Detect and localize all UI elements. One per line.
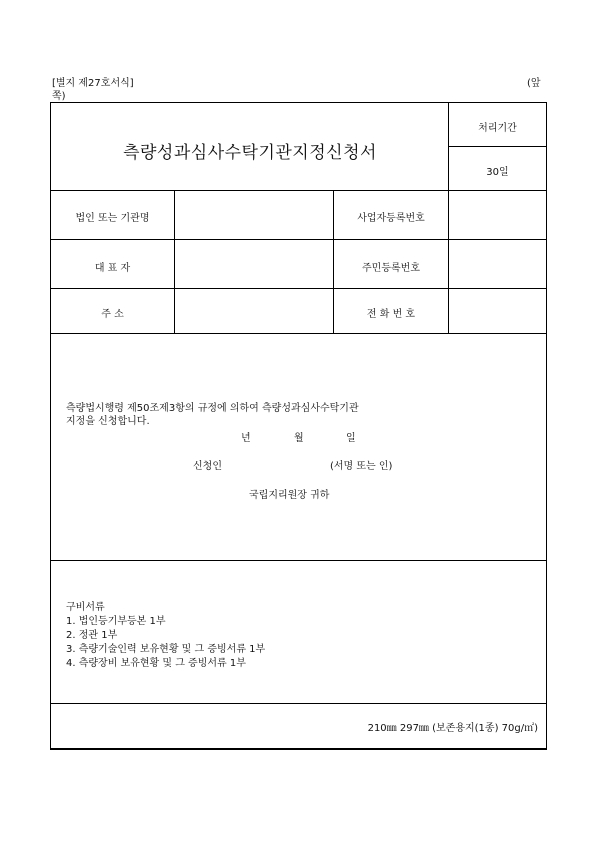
- applicant-label: 신청인: [193, 461, 222, 472]
- processing-period-value: 30일: [486, 167, 509, 178]
- row-divider: [50, 333, 547, 334]
- row-divider: [50, 288, 547, 289]
- column-divider: [174, 190, 175, 333]
- date-year-label: 년: [241, 433, 251, 444]
- statement-line-2: 지정을 신청합니다.: [66, 416, 150, 427]
- section-divider: [50, 703, 547, 704]
- attachment-item: 4. 측량장비 보유현황 및 그 증빙서류 1부: [66, 658, 246, 669]
- attachment-item: 3. 측량기술인력 보유현황 및 그 증빙서류 1부: [66, 644, 266, 655]
- side-label-wrap: 쪽): [52, 91, 66, 102]
- row-divider: [50, 239, 547, 240]
- attachments-title: 구비서류: [66, 602, 105, 613]
- org-name-label: 법인 또는 기관명: [75, 213, 150, 224]
- representative-label: 대 표 자: [94, 263, 131, 274]
- signature-label: (서명 또는 인): [330, 461, 393, 472]
- paper-spec: 210㎜ 297㎜ (보존용지(1종) 70g/㎡): [367, 723, 538, 734]
- address-label: 주 소: [101, 309, 124, 320]
- resident-reg-number-label: 주민등록번호: [362, 263, 420, 274]
- statement-line-1: 측량법시행령 제50조제3항의 규정에 의하여 측량성과심사수탁기관: [66, 403, 359, 414]
- attachment-item: 1. 법인등기부등본 1부: [66, 616, 166, 627]
- period-divider: [448, 146, 546, 147]
- column-divider: [448, 190, 449, 333]
- side-label: (앞: [527, 78, 541, 89]
- date-month-label: 월: [294, 433, 304, 444]
- recipient: 국립지리원장 귀하: [249, 490, 330, 501]
- form-number: [별지 제27호서식]: [52, 78, 134, 89]
- attachment-item: 2. 정관 1부: [66, 630, 118, 641]
- date-day-label: 일: [346, 433, 356, 444]
- business-reg-number-label: 사업자등록번호: [357, 213, 425, 224]
- form-title: 측량성과심사수탁기관지정신청서: [123, 143, 377, 163]
- processing-period-label: 처리기간: [478, 123, 517, 134]
- phone-number-label: 전 화 번 호: [366, 309, 416, 320]
- row-divider: [50, 190, 547, 191]
- section-divider: [50, 560, 547, 561]
